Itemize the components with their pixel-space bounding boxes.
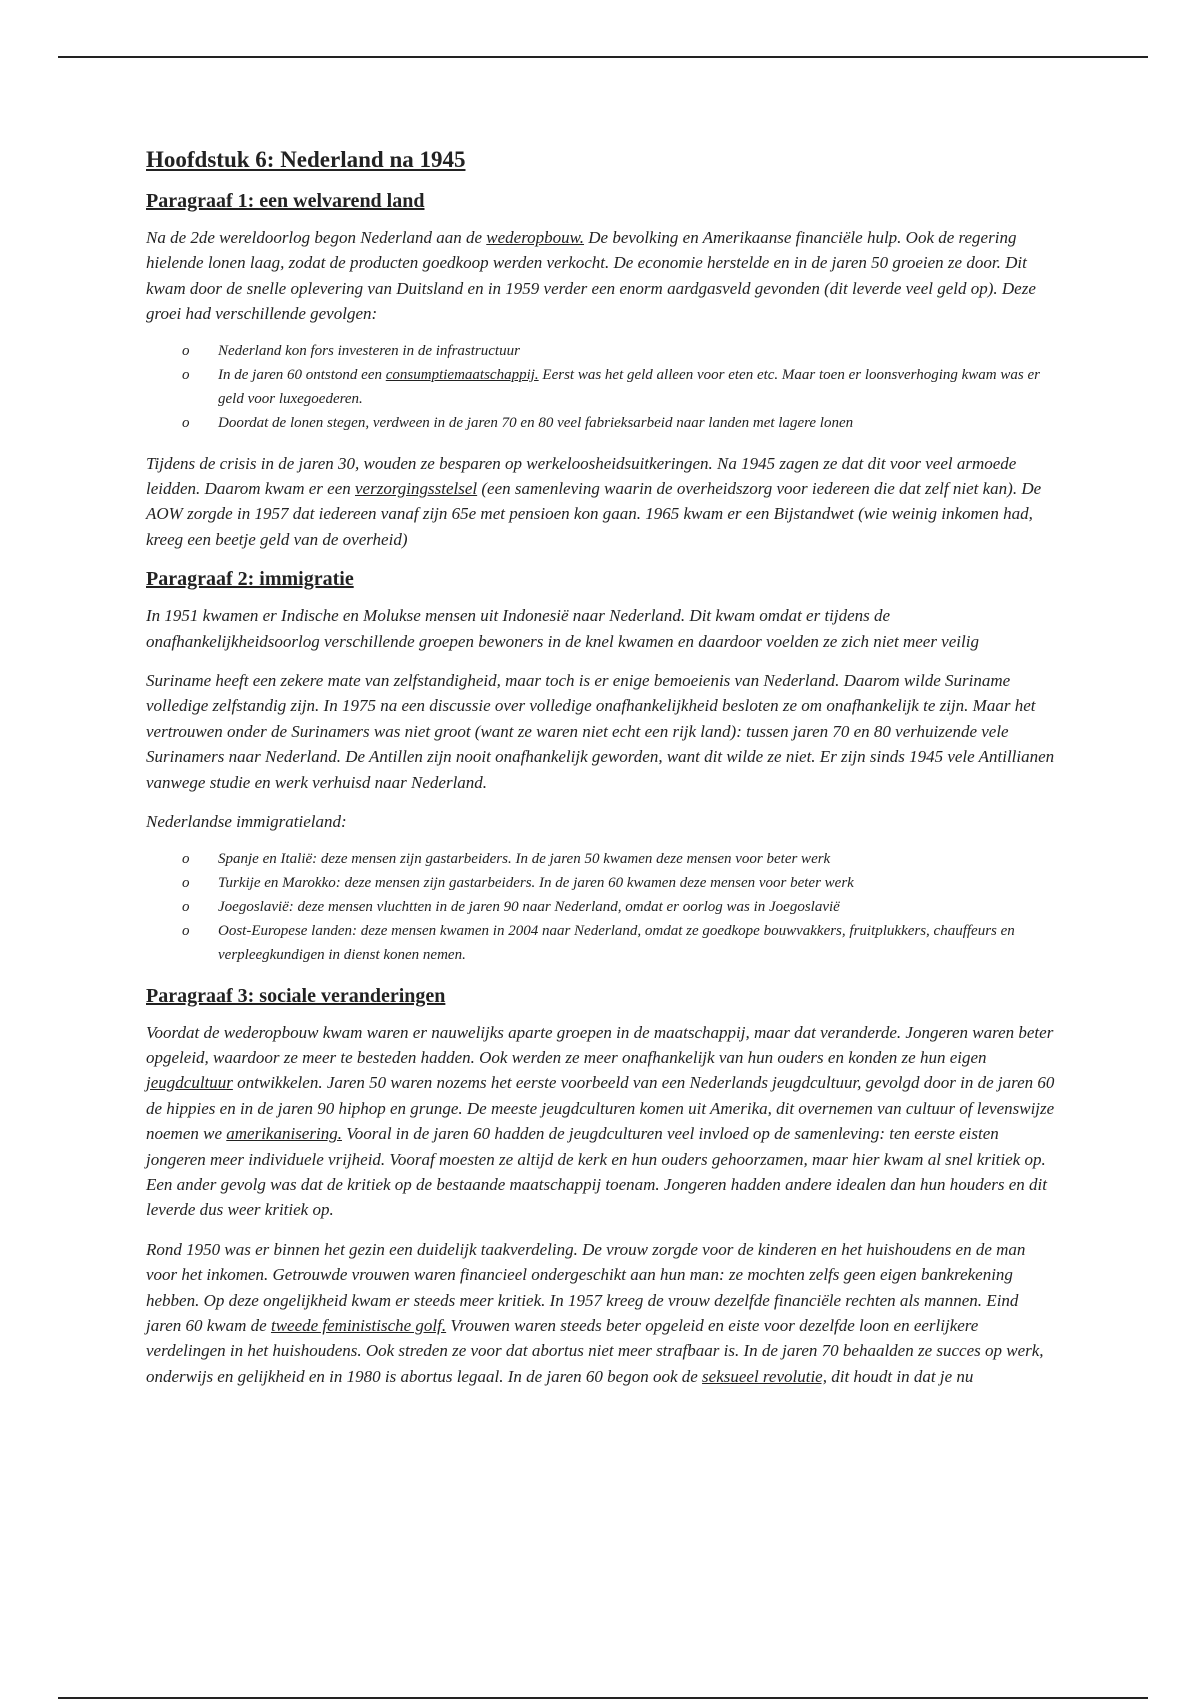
list-item: o Spanje en Italië: deze mensen zijn gastarbeiders. In de jaren 50 kwamen deze mensen voor beter werk [146, 847, 1056, 871]
paragraph-suriname: Suriname heeft een zekere mate van zelfstandigheid, maar toch is er enige bemoeienis van Nederland. Daarom wilde Suriname volledige zelfstandig zijn. In 1975 na een discussie over volledige onafhankelijkheid besloten ze om onafhankelijk te zijn. Maar het vertrouwen onder de Surinamers was niet groot (want ze waren niet echt een rijk land): tussen jaren 70 en 80 verhuizende vele Surinamers naar Nederland. De Antillen zijn nooit onafhankelijk geworden, want dit wilde ze niet. Er zijn sinds 1945 vele Antillianen vanwege studie en werk verhuisd naar Nederland. [146, 671, 1055, 792]
list-immigratie [146, 847, 1056, 967]
list-item: o Oost-Europese landen: deze mensen kwamen in 2004 naar Nederland, omdat ze goedkope bouwvakkers, fruitplukkers, chauffeurs en verpleegkundigen in dienst konen nemen. [146, 919, 1056, 967]
document-body [146, 146, 1056, 1403]
bullet-icon: o [182, 414, 190, 431]
list-gevolgen [146, 339, 1056, 435]
list-item: o Turkije en Marokko: deze mensen zijn gastarbeiders. In de jaren 60 kwamen deze mensen voor beter werk [146, 871, 1056, 895]
section-heading-3: Paragraaf 3: sociale veranderingen [146, 984, 446, 1007]
footer-rule [58, 1697, 1148, 1699]
paragraph-taakverdeling: Rond 1950 was er binnen het gezin een duidelijk taakverdeling. De vrouw zorgde voor de kinderen en het huishoudens en de man voor het inkomen. Getrouwde vrouwen waren financieel ondergeschikt aan hun man: ze mochten zelfs geen eigen bankrekening hebben. Op deze ongelijkheid kwam er steeds meer kritiek. In 1957 kreeg de vrouw dezelfde financiële rechten als mannen. Eind jaren 60 kwam de tweede feministische golf. Vrouwen waren steeds beter opgeleid en eiste voor dezelfde loon en eerlijkere verdelingen in het huishoudens. Ook streden ze voor dat abortus niet meer strafbaar is. In de jaren 70 behaalden ze succes op werk, onderwijs en gelijkheid en in 1980 is abortus legaal. In de jaren 60 begon ook de seksueel revolutie, dit houdt in dat je nu [146, 1239, 1044, 1386]
term-jeugdcultuur: jeugdcultuur [146, 1073, 233, 1093]
paragraph-indonesie: In 1951 kwamen er Indische en Molukse mensen uit Indonesië naar Nederland. Dit kwam omdat er tijdens de onafhankelijkheidsoorlog verschillende groepen bewoners in de knel kwamen en daardoor voelden ze zich niet meer veilig [146, 606, 979, 651]
paragraph-immigratieland: Nederlandse immigratieland: [146, 812, 347, 832]
term-seksuele-revolutie: seksueel revolutie, [702, 1366, 827, 1386]
bullet-icon: o [182, 874, 190, 891]
section-heading-1: Paragraaf 1: een welvarend land [146, 190, 425, 212]
term-wederopbouw: wederopbouw. [486, 228, 585, 247]
list-item: o In de jaren 60 ontstond een consumptiemaatschappij. Eerst was het geld alleen voor eten etc. Maar toen er loonsverhoging kwam was er geld voor luxegoederen. [146, 363, 1056, 411]
bullet-icon: o [182, 366, 190, 383]
page-title: Hoofdstuk 6: Nederland na 1945 [146, 147, 466, 172]
section-heading-2: Paragraaf 2: immigratie [146, 568, 354, 591]
list-item: o Nederland kon fors investeren in de infrastructuur [146, 339, 1056, 363]
bullet-icon: o [182, 922, 190, 939]
paragraph-jeugdcultuur: Voordat de wederopbouw kwam waren er nauwelijks aparte groepen in de maatschappij, maar dat veranderde. Jongeren waren beter opgeleid, waardoor ze meer te besteden hadden. Ook werden ze meer onafhankelijk van hun ouders en konden ze hun eigen jeugdcultuur ontwikkelen. Jaren 50 waren nozems het eerste voorbeeld van een Nederlands jeugdcultuur, gevolgd door in de jaren 60 de hippies en in de jaren 90 hiphop en grunge. De meeste jeugdculturen komen uit Amerika, dit overnemen van cultuur of levenswijze noemen we amerikanisering. Vooral in de jaren 60 hadden de jeugdculturen veel invloed op de samenleving: ten eerste eisten jongeren meer individuele vrijheid. Vooraf moesten ze altijd de kerk en hun ouders gehoorzamen, maar hier kwam al snel kritiek op. Een ander gevolg was dat de kritiek op de bestaande maatschappij toenam. Jongeren hadden andere idealen dan hun houders en dit leverde dus weer kritiek op. [146, 1022, 1055, 1220]
term-verzorgingsstelsel: verzorgingsstelsel [355, 479, 478, 499]
bullet-icon: o [182, 898, 190, 915]
paragraph-verzorgingsstelsel: Tijdens de crisis in de jaren 30, wouden ze besparen op werkeloosheidsuitkeringen. Na 1945 zagen ze dat dit voor veel armoede leidden. Daarom kwam er een verzorgingsstelsel (een samenleving waarin de overheidszorg voor iedereen die dat zelf niet kan). De AOW zorgde in 1957 dat iedereen vanaf zijn 65e met pensioen kon gaan. 1965 kwam er een Bijstandwet (wie weinig inkomen had, kreeg een beetje geld van de overheid) [146, 453, 1042, 549]
list-item: o Doordat de lonen stegen, verdween in de jaren 70 en 80 veel fabrieksarbeid naar landen met lagere lonen [146, 411, 1056, 435]
list-item: o Joegoslavië: deze mensen vluchtten in de jaren 90 naar Nederland, omdat er oorlog was in Joegoslavië [146, 895, 1056, 919]
term-consumptiemaatschappij: consumptiemaatschappij. [385, 366, 539, 383]
term-amerikanisering: amerikanisering. [226, 1124, 342, 1144]
bullet-icon: o [182, 850, 190, 867]
term-feministische-golf: tweede feministische golf. [270, 1315, 447, 1335]
paragraph-wederopbouw: Na de 2de wereldoorlog begon Nederland aan de wederopbouw. De bevolking en Amerikaanse financiële hulp. Ook de regering hielende lonen laag, zodat de producten goedkoop werden verkocht. De economie herstelde en in de jaren 50 groeien ze door. Dit kwam door de snelle oplevering van Duitsland en in 1959 verder een enorm aardgasveld gevonden (dit leverde veel geld op). Deze groei had verschillende gevolgen: [146, 228, 1036, 324]
bullet-icon: o [182, 342, 190, 359]
header-rule [58, 56, 1148, 58]
